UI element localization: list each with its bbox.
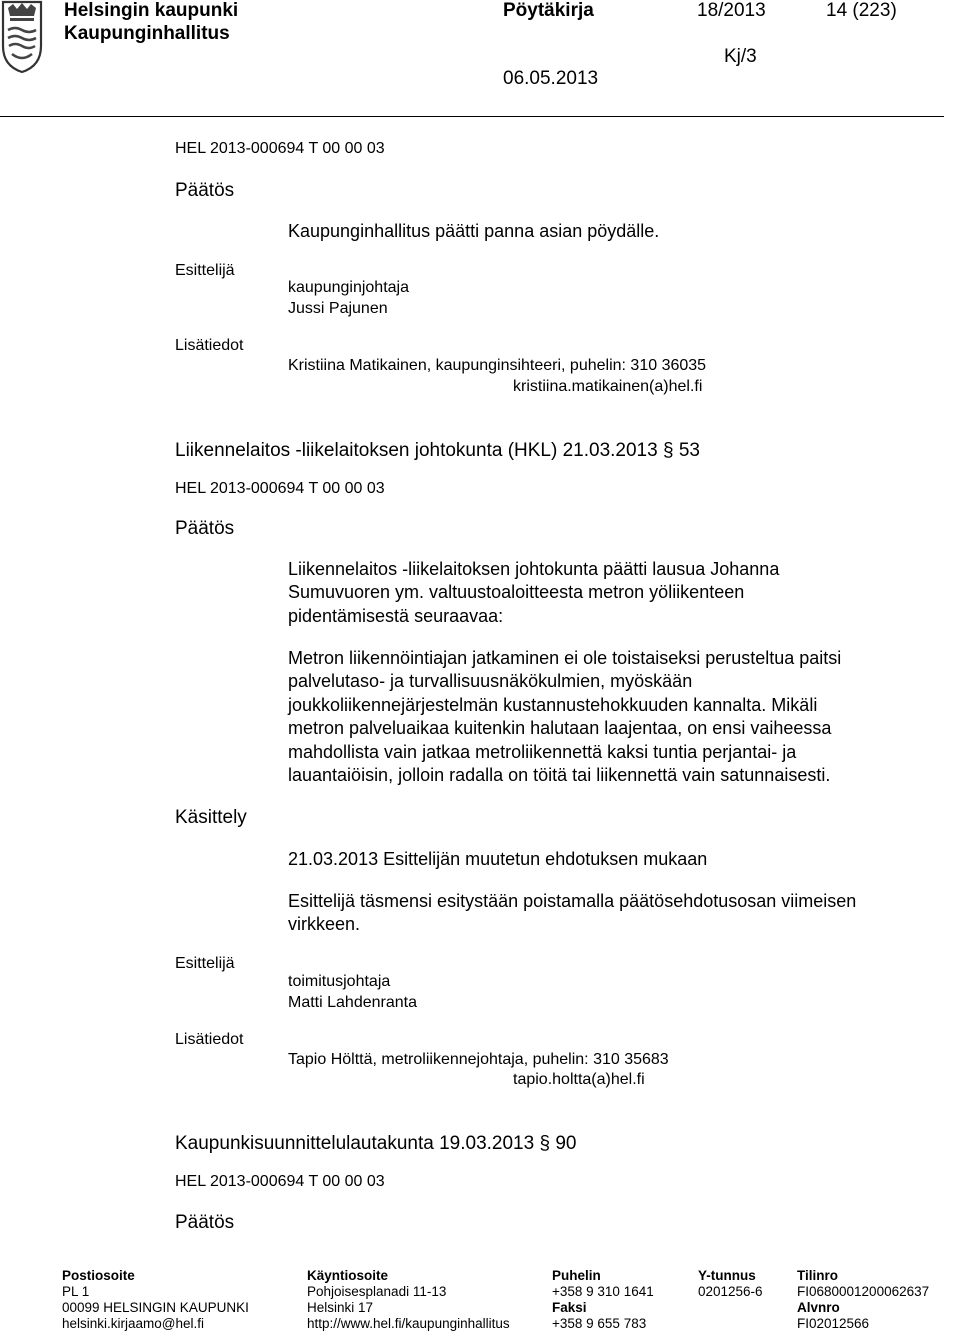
- section-mark: §: [662, 440, 674, 461]
- visit-street: Pohjoisesplanadi 11-13: [307, 1284, 447, 1299]
- handling-line: 21.03.2013 Esittelijän muutetun ehdotuksen mukaan: [288, 849, 708, 869]
- visit-label: Käyntiosoite: [307, 1268, 389, 1283]
- info-label: Lisätiedot: [175, 1031, 244, 1048]
- presenter-title: kaupunginjohtaja: [288, 279, 409, 296]
- section-heading: [175, 1133, 576, 1155]
- presenter-name: Jussi Pajunen: [288, 300, 388, 317]
- handling-label: Käsittely: [175, 807, 247, 828]
- info-contact: Kristiina Matikainen, kaupunginsihteeri, puhelin: 310 36035: [288, 357, 707, 374]
- handling-note: [288, 890, 856, 937]
- text-line: virkkeen.: [288, 914, 361, 935]
- info-email: tapio.holtta(a)hel.fi: [513, 1071, 645, 1088]
- info-label: Lisätiedot: [175, 337, 244, 354]
- decision-label: Päätös: [175, 180, 235, 201]
- decision-label: Päätös: [175, 518, 235, 539]
- section-code: Kj/3: [724, 46, 757, 67]
- heading-text: Kaupunkisuunnittelulautakunta 19.03.2013: [175, 1133, 535, 1154]
- decision-text: Kaupunginhallitus päätti panna asian pöydälle.: [288, 221, 660, 241]
- website-link[interactable]: http://www.hel.fi/kaupunginhallitus: [307, 1316, 510, 1331]
- helsinki-coat-of-arms-icon: [0, 0, 44, 74]
- page-number: 14 (223): [826, 0, 897, 21]
- vat-value: FI02012566: [797, 1316, 870, 1331]
- text-line: joukkoliikennejärjestelmän kustannustehokkuuden kannalta. Mikäli: [288, 694, 818, 715]
- body-name: Kaupunginhallitus: [64, 23, 230, 44]
- ytunnus-label: Y-tunnus: [698, 1268, 756, 1283]
- org-name: Helsingin kaupunki: [64, 0, 239, 21]
- footer-account: [797, 1268, 929, 1332]
- heading-text: Liikennelaitos -liikelaitoksen johtokunta (HKL) 21.03.2013: [175, 440, 658, 461]
- footer-postal: [62, 1268, 249, 1332]
- text-line: Esittelijä täsmensi esitystään poistamalla päätösehdotusosan viimeisen: [288, 891, 857, 911]
- account-value: FI0680001200062637: [797, 1284, 930, 1299]
- section-heading: [175, 440, 700, 462]
- fax-value: +358 9 655 783: [552, 1316, 647, 1331]
- phone-value: +358 9 310 1641: [552, 1284, 654, 1299]
- doc-type: Pöytäkirja: [503, 0, 594, 21]
- text-line: palvelutaso- ja turvallisuusnäkökulmien, myöskään: [288, 671, 693, 692]
- text-line: pidentämisestä seuraavaa:: [288, 605, 504, 626]
- info-contact: Tapio Hölttä, metroliikennejohtaja, puhelin: 310 35683: [288, 1051, 669, 1068]
- header-rule: [0, 116, 944, 117]
- ytunnus-value: 0201256-6: [698, 1284, 763, 1299]
- footer-ytunnus: [698, 1268, 763, 1300]
- footer-visit: [307, 1268, 510, 1332]
- presenter-title: toimitusjohtaja: [288, 973, 391, 990]
- text-line: Liikennelaitos -liikelaitoksen johtokunta päätti lausua Johanna: [288, 559, 780, 579]
- decision-paragraph: [288, 558, 779, 628]
- account-label: Tilinro: [797, 1268, 839, 1283]
- section-number: 90: [555, 1133, 577, 1154]
- statement-paragraph: [288, 647, 841, 787]
- case-reference: HEL 2013-000694 T 00 00 03: [175, 480, 385, 497]
- decision-label: Päätös: [175, 1212, 235, 1233]
- meeting-date: 06.05.2013: [503, 68, 599, 89]
- postal-city: 00099 HELSINGIN KAUPUNKI: [62, 1300, 249, 1315]
- presenter-label: Esittelijä: [175, 262, 235, 279]
- text-line: Metron liikennöintiajan jatkaminen ei ole toistaiseksi perusteltua paitsi: [288, 648, 842, 668]
- presenter-label: Esittelijä: [175, 955, 235, 972]
- info-email: kristiina.matikainen(a)hel.fi: [513, 378, 703, 395]
- section-number: 53: [678, 440, 700, 461]
- postal-box: PL 1: [62, 1284, 90, 1299]
- footer-phone: [552, 1268, 654, 1332]
- text-line: metron palveluaikaa kuitenkin halutaan laajentaa, on ensi vaiheessa: [288, 718, 832, 739]
- text-line: mahdollista vain jatkaa metroliikennettä kaksi tuntia perjantai- ja: [288, 741, 797, 762]
- visit-city: Helsinki 17: [307, 1300, 374, 1315]
- fax-label: Faksi: [552, 1300, 587, 1315]
- text-line: Sumuvuoren ym. valtuustoaloitteesta metron yöliikenteen: [288, 582, 745, 603]
- text-line: lauantaiöisin, jolloin radalla on töitä tai liikennettä vain satunnaisesti.: [288, 765, 831, 786]
- case-reference: HEL 2013-000694 T 00 00 03: [175, 140, 385, 157]
- phone-label: Puhelin: [552, 1268, 601, 1283]
- case-reference: HEL 2013-000694 T 00 00 03: [175, 1173, 385, 1190]
- vat-label: Alvnro: [797, 1300, 840, 1315]
- section-mark: §: [539, 1133, 551, 1154]
- postal-label: Postiosoite: [62, 1268, 135, 1283]
- presenter-name: Matti Lahdenranta: [288, 994, 417, 1011]
- issue-number: 18/2013: [697, 0, 766, 21]
- registry-email: helsinki.kirjaamo@hel.fi: [62, 1316, 205, 1331]
